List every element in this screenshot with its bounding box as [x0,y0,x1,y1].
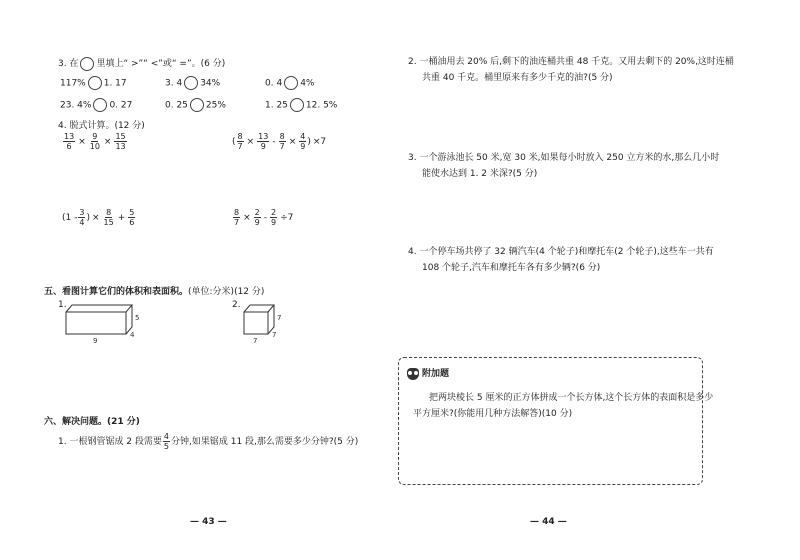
q3-item: 3. 4 34% [165,76,220,90]
r-q2-line2: 共重 40 千克。桶里原来有多少千克的油?(5 分) [422,73,613,83]
dim-width: 4 [130,331,135,339]
bonus-line2: 平方厘米?(你能用几种方法解答)(10 分) [413,409,573,419]
dim-height: 5 [135,314,140,322]
expression-4: $\frac{8}{7}$ × $\frac{2}{9}$ - $\frac{2}{9}$ ÷7 [234,208,294,227]
answer-circle[interactable] [290,98,304,112]
page-number-left: — 43 — [190,517,227,527]
dim-length: 9 [93,337,98,345]
dim-width: 7 [272,331,277,339]
bonus-title: 附加题 [407,366,449,380]
dim-height: 7 [277,314,282,322]
bonus-box [398,357,714,485]
expression-1: $\frac{13}{6}$ × $\frac{9}{10}$ × $\frac{15}{13}$ [64,132,126,151]
cuboid-figure-1 [60,300,150,348]
r-q3-line1: 3. 一个游泳池长 50 米,宽 30 米,如果每小时放入 250 立方米的水,那么几小时 [408,153,720,163]
owl-mascot-icon [407,368,419,380]
cube-figure-2 [238,300,288,348]
q3-item: 117% 1. 17 [60,76,127,90]
r-q3-line2: 能使水达到 1. 2 米深?(5 分) [422,169,538,179]
dim-length: 7 [253,337,258,345]
q4-title: 4. 脱式计算。(12 分) [58,121,145,131]
answer-circle[interactable] [190,98,204,112]
answer-circle[interactable] [88,76,102,90]
expression-2: ( $\frac{8}{7}$ × $\frac{13}{9}$ - $\frac{8}{7}$ × $\frac{4}{9}$ ) ×7 [232,132,327,151]
r-q2-line1: 2. 一桶油用去 20% 后,剩下的油连桶共重 48 千克。又用去剩下的 20%,这时连桶 [408,57,734,67]
q3-item: 23. 4% 0. 27 [60,98,132,112]
section-6-title: 六、解决问题。(21 分) [44,417,140,427]
bonus-line1: 把两块棱长 5 厘米的正方体拼成一个长方体,这个长方体的表面积是多少 [429,393,714,403]
s6-q1: 1. 一根钢管锯成 2 段需要 $\frac{4}{5}$ 分钟,如果锯成 11 段,那么需要多少分钟?(5 分) [58,432,359,451]
expression-3: (1 - $\frac{3}{4}$ ) × $\frac{8}{15}$ + $\frac{5}{6}$ [62,208,135,227]
r-q4-line1: 4. 一个停车场共停了 32 辆汽车(4 个轮子)和摩托车(2 个轮子),这些车一共有 [408,247,714,257]
section-5-title: 五、看图计算它们的体积和表面积。(单位:分米)(12 分) [44,287,265,297]
figure-1-label: 1. [58,300,67,310]
q3-item: 0. 4 4% [265,76,314,90]
blank-circle-icon [80,57,94,71]
answer-circle[interactable] [184,76,198,90]
r-q4-line2: 108 个轮子,汽车和摩托车各有多少辆?(6 分) [422,263,601,273]
page-number-right: — 44 — [530,517,567,527]
q3-item: 1. 25 12. 5% [265,98,337,112]
q3-title: 3. 在 里填上“ >”“ <”或“ =”。(6 分) [58,56,225,71]
answer-circle[interactable] [93,98,107,112]
figure-2-label: 2. [232,300,241,310]
q3-item: 0. 25 25% [165,98,226,112]
answer-circle[interactable] [284,76,298,90]
